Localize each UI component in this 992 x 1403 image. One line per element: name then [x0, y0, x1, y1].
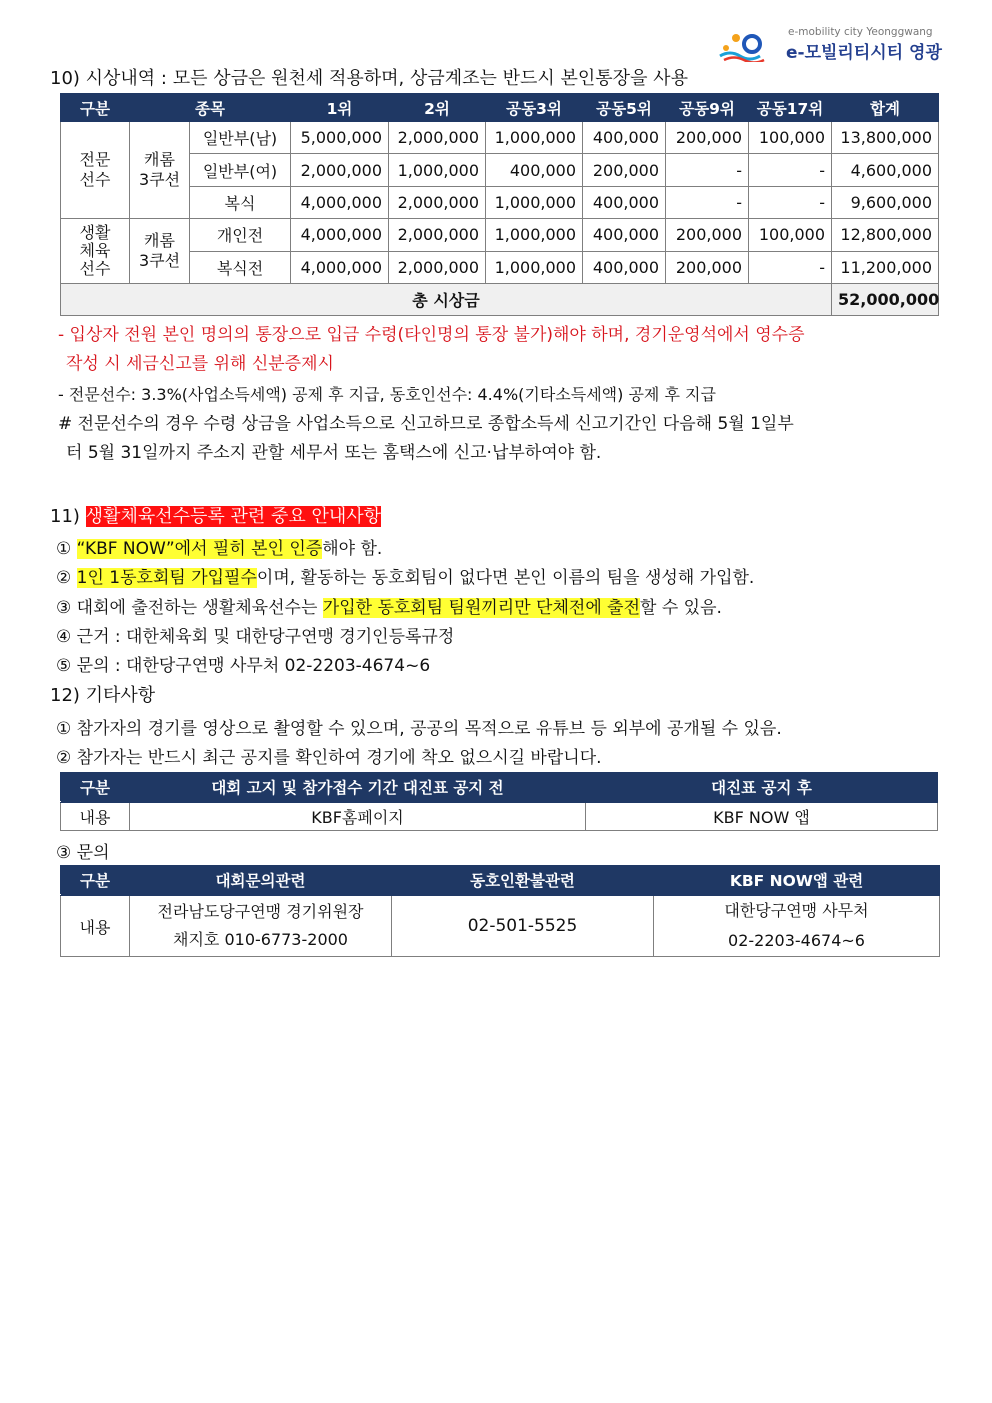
section-10-title: 10) 시상내역 : 모든 상금은 원천세 적용하며, 상금계조는 반드시 본인통장을 사용	[50, 68, 688, 89]
prize-value: 2,000,000	[291, 154, 389, 186]
contact-app-org: 대한당구연맹 사무처	[724, 901, 869, 920]
note-hash-line-1: # 전문선수의 경우 수령 상금을 사업소득으로 신고하므로 종합소득세 신고기간인 다음해 5월 1일부	[58, 414, 794, 434]
event-name: 복식	[190, 186, 291, 218]
marker-1: ①	[56, 719, 72, 739]
notice-item-1	[56, 538, 382, 560]
prize-value: 1,000,000	[486, 251, 583, 283]
prize-value: -	[749, 251, 832, 283]
notice-1-text: 해야 함.	[322, 539, 383, 559]
notice-4-text: 근거 : 대한체육회 및 대한당구연맹 경기인등록규정	[76, 627, 455, 647]
channel-before-value: KBF홈페이지	[130, 802, 586, 831]
channel-after-value: KBF NOW 앱	[586, 802, 938, 831]
row-total: 13,800,000	[832, 122, 939, 154]
prize-value: 400,000	[583, 219, 666, 251]
table-row	[61, 802, 938, 831]
notice-item-5	[56, 655, 430, 677]
note-red-line-1: - 입상자 전원 본인 명의의 통장으로 입금 수령(타인명의 통장 불가)해야 하며, 경기운영석에서 영수증	[58, 325, 805, 345]
group-pro-discipline: 캐롬 3쿠션	[130, 122, 190, 219]
header-joint-17th: 공동17위	[749, 94, 832, 122]
table-row	[61, 219, 939, 251]
prize-value: 1,000,000	[389, 154, 486, 186]
prize-value: 400,000	[486, 154, 583, 186]
misc-2-text: 참가자는 반드시 최근 공지를 확인하여 경기에 착오 없으시길 바랍니다.	[76, 748, 602, 768]
event-name: 개인전	[190, 219, 291, 251]
header-joint-9th: 공동9위	[666, 94, 749, 122]
prize-value: 5,000,000	[291, 122, 389, 154]
prize-value: 400,000	[583, 251, 666, 283]
header-event: 종목	[130, 94, 291, 122]
prize-value: 2,000,000	[389, 251, 486, 283]
city-logo	[718, 24, 950, 66]
prize-table	[60, 93, 939, 316]
prize-value: 4,000,000	[291, 186, 389, 218]
marker-2: ②	[56, 568, 72, 588]
contact-table	[60, 865, 940, 957]
section-11-number: 11)	[50, 506, 80, 527]
prize-value: -	[666, 154, 749, 186]
marker-5: ⑤	[56, 656, 72, 676]
channel-header-before: 대회 고지 및 참가접수 기간 대진표 공지 전	[130, 773, 586, 802]
prize-value: 2,000,000	[389, 122, 486, 154]
prize-value: 2,000,000	[389, 219, 486, 251]
group-amateur-label: 생활 체육 선수	[61, 219, 130, 284]
group-pro-label: 전문 선수	[61, 122, 130, 219]
marker-3: ③	[56, 598, 72, 618]
notice-item-2	[56, 567, 754, 589]
row-total: 11,200,000	[832, 251, 939, 283]
table-row	[61, 251, 939, 283]
channel-header-after: 대진표 공지 후	[586, 773, 938, 802]
prize-value: 200,000	[666, 122, 749, 154]
notice-3-pre: 대회에 출전하는 생활체육선수는	[76, 598, 323, 618]
prize-value: 2,000,000	[389, 186, 486, 218]
prize-value: 100,000	[749, 219, 832, 251]
prize-header-row	[61, 94, 939, 122]
header-2nd: 2위	[389, 94, 486, 122]
table-row	[61, 122, 939, 154]
notice-3-text: 할 수 있음.	[640, 598, 722, 618]
marker-3: ③	[56, 843, 72, 863]
total-value: 52,000,000	[832, 283, 939, 315]
contact-header-row	[61, 866, 940, 895]
note-tax: - 전문선수: 3.3%(사업소득세액) 공제 후 지급, 동호인선수: 4.4%(기타소득세액) 공제 후 지급	[58, 385, 716, 404]
channel-header-category: 구분	[61, 773, 130, 802]
notice-2-text: 이며, 활동하는 동호회팀이 없다면 본인 이름의 팀을 생성해 가입함.	[256, 568, 755, 588]
header-category: 구분	[61, 94, 130, 122]
misc-item-1	[56, 718, 782, 740]
marker-1: ①	[56, 539, 72, 559]
notice-1-highlight: “KBF NOW”에서 필히 본인 인증	[76, 539, 323, 559]
channel-header-row	[61, 773, 938, 802]
marker-4: ④	[56, 627, 72, 647]
section-11-heading	[50, 506, 381, 528]
header-joint-3rd: 공동3위	[486, 94, 583, 122]
contact-event-cell	[130, 895, 392, 957]
header-total: 합계	[832, 94, 939, 122]
prize-value: 400,000	[583, 122, 666, 154]
contact-event-org: 전라남도당구연맹 경기위원장	[157, 902, 364, 921]
table-row	[61, 154, 939, 186]
contact-header-refund: 동호인환불관련	[392, 866, 654, 895]
table-row	[61, 895, 940, 957]
header-1st: 1위	[291, 94, 389, 122]
channel-row-label: 내용	[61, 802, 130, 831]
prize-value: 400,000	[583, 186, 666, 218]
prize-value: 200,000	[666, 219, 749, 251]
total-label: 총 시상금	[61, 283, 832, 315]
table-row	[61, 186, 939, 218]
prize-value: -	[749, 186, 832, 218]
prize-value: 100,000	[749, 122, 832, 154]
section-12-title: 12) 기타사항	[50, 685, 156, 706]
contact-app-cell	[654, 895, 940, 957]
event-name: 일반부(남)	[190, 122, 291, 154]
prize-value: 1,000,000	[486, 219, 583, 251]
prize-value: 4,000,000	[291, 251, 389, 283]
row-total: 4,600,000	[832, 154, 939, 186]
total-row	[61, 283, 939, 315]
prize-value: -	[749, 154, 832, 186]
notice-item-4	[56, 626, 454, 648]
prize-value: 1,000,000	[486, 122, 583, 154]
row-total: 9,600,000	[832, 186, 939, 218]
contact-header-event: 대회문의관련	[130, 866, 392, 895]
misc-3-text: 문의	[76, 843, 110, 863]
notice-channel-table	[60, 772, 938, 831]
misc-item-2	[56, 747, 602, 769]
contact-header-app: KBF NOW앱 관련	[654, 866, 940, 895]
note-hash-line-2: 터 5월 31일까지 주소지 관할 세무서 또는 홈택스에 신고·납부하여야 함.	[66, 443, 602, 463]
header-joint-5th: 공동5위	[583, 94, 666, 122]
row-total: 12,800,000	[832, 219, 939, 251]
section-11-title: 생활체육선수등록 관련 중요 안내사항	[85, 506, 382, 527]
event-name: 일반부(여)	[190, 154, 291, 186]
prize-value: 1,000,000	[486, 186, 583, 218]
contact-event-person: 채지호 010-6773-2000	[173, 930, 348, 949]
misc-item-3	[56, 842, 110, 864]
contact-header-category: 구분	[61, 866, 130, 895]
contact-refund-phone: 02-501-5525	[392, 895, 654, 957]
prize-value: 4,000,000	[291, 219, 389, 251]
misc-1-text: 참가자의 경기를 영상으로 촬영할 수 있으며, 공공의 목적으로 유튜브 등 외부에 공개될 수 있음.	[76, 719, 782, 739]
group-amateur-discipline: 캐롬 3쿠션	[130, 219, 190, 284]
event-name: 복식전	[190, 251, 291, 283]
notice-3-highlight: 가입한 동호회팀 팀원끼리만 단체전에 출전	[322, 598, 640, 618]
contact-app-phone: 02-2203-4674~6	[728, 931, 865, 950]
notice-5-text: 문의 : 대한당구연맹 사무처 02-2203-4674~6	[76, 656, 431, 676]
wave-logo-icon	[718, 28, 780, 62]
logo-title: e-모빌리티시티 영광	[786, 43, 942, 63]
prize-value: -	[666, 186, 749, 218]
notice-2-highlight: 1인 1동호회팀 가입필수	[76, 568, 257, 588]
logo-subtitle: e-mobility city Yeonggwang	[788, 26, 933, 38]
notice-item-3	[56, 597, 722, 619]
marker-2: ②	[56, 748, 72, 768]
contact-row-label: 내용	[61, 895, 130, 957]
note-red-line-2: 작성 시 세금신고를 위해 신분증제시	[66, 354, 334, 374]
prize-value: 200,000	[583, 154, 666, 186]
prize-value: 200,000	[666, 251, 749, 283]
